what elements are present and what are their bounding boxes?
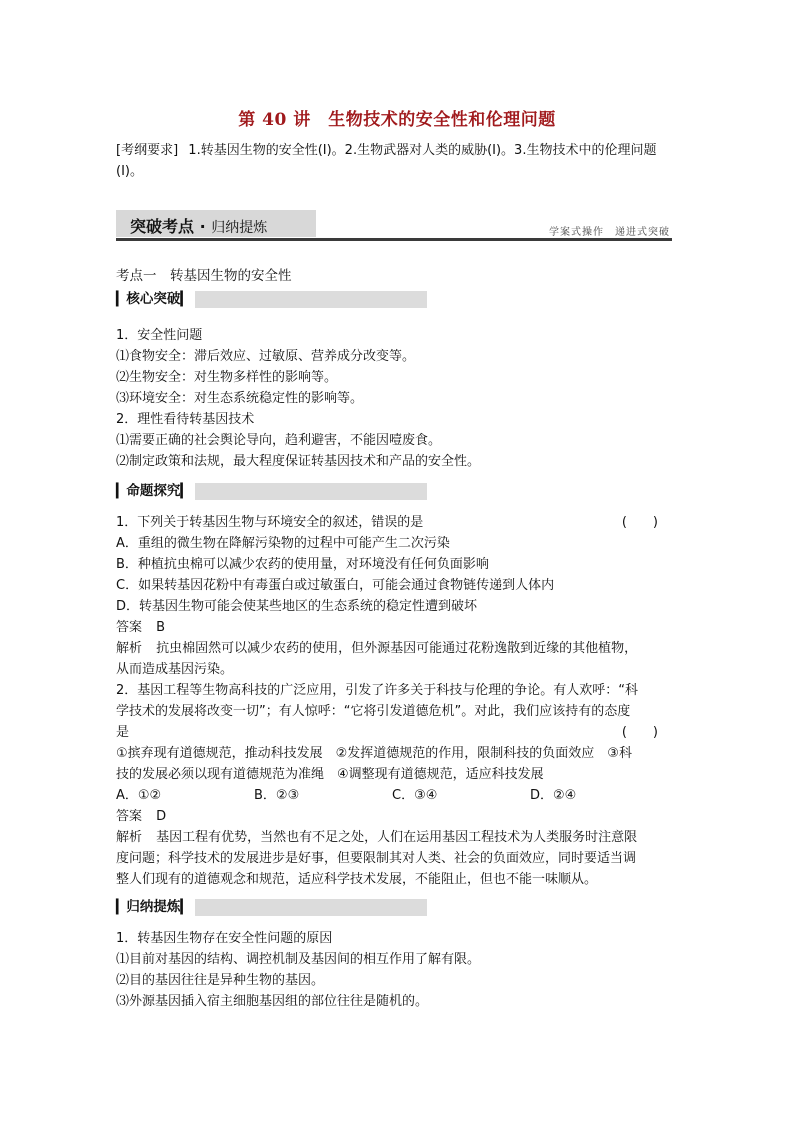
q1-stem <box>116 512 682 533</box>
banner-main-text: 突破考点 <box>130 217 195 236</box>
answer-label: 答案 <box>116 620 143 635</box>
q2-option: A．①② <box>116 788 162 803</box>
section-explore-header <box>116 483 427 500</box>
summary-line: 1．转基因生物存在安全性问题的原因 <box>116 931 333 946</box>
analysis-text: 抗虫棉固然可以减少农药的使用，但外源基因可能通过花粉逸散到近缘的其他植物， <box>156 641 638 656</box>
answer-value: B <box>156 620 166 635</box>
banner-dot: · <box>199 217 206 236</box>
core-line: 1．安全性问题 <box>116 328 203 343</box>
analysis-label: 解析 <box>116 830 143 845</box>
core-content <box>116 325 682 472</box>
banner-subtitle: 归纳提炼 <box>211 220 268 236</box>
banner-title <box>130 214 267 237</box>
requirements <box>116 140 682 182</box>
banner-tagline: 学案式操作 递进式突破 <box>549 227 670 238</box>
question-1 <box>116 512 682 680</box>
q2-answer-paren: ( ) <box>621 725 658 740</box>
answer-label: 答案 <box>116 809 143 824</box>
q2-stem-last <box>116 722 682 743</box>
q2-analysis-cont: 整人们现有的道德观念和规范，适应科学技术发展，不能阻止，但也不能一味顺从。 <box>116 872 598 887</box>
point-title: 考点一 转基因生物的安全性 <box>116 268 292 284</box>
answer-value: D <box>156 809 167 824</box>
q2-analysis <box>116 827 682 848</box>
summary-line: ⑴目前对基因的结构、调控机制及基因间的相互作用了解有限。 <box>116 952 481 967</box>
requirements-text: 1.转基因生物的安全性(Ⅰ)。2.生物武器对人类的威胁(Ⅰ)。3.生物技术中的伦理问题(Ⅰ)。 <box>116 143 657 179</box>
q2-items-line: 技的发展必须以现有道德规范为准绳 ④调整现有道德规范，适应科技发展 <box>116 767 544 782</box>
q2-options <box>116 785 682 806</box>
q1-stem-text: 1．下列关于转基因生物与环境安全的叙述，错误的是 <box>116 515 424 530</box>
summary-line: ⑶外源基因插入宿主细胞基因组的部位往往是随机的。 <box>116 994 429 1009</box>
q2-option: B．②③ <box>254 788 300 803</box>
question-2 <box>116 680 682 890</box>
banner-rule <box>116 238 672 241</box>
q1-answer-paren: ( ) <box>621 515 658 530</box>
summary-content <box>116 928 682 1012</box>
requirements-tag: [考纲要求] <box>116 143 179 158</box>
q1-analysis-cont: 从而造成基因污染。 <box>116 662 234 677</box>
q2-analysis-cont: 度问题；科学技术的发展进步是好事，但要限制其对人类、社会的负面效应，同时要适当调 <box>116 851 637 866</box>
section-label: ▎核心突破▎ <box>116 291 195 308</box>
q2-stem-text: 是 <box>116 725 130 740</box>
core-line: ⑴需要正确的社会舆论导向，趋利避害，不能因噎废食。 <box>116 433 442 448</box>
q2-answer <box>116 806 682 827</box>
q2-stem-line: 2．基因工程等生物高科技的广泛应用，引发了许多关于科技与伦理的争论。有人欢呼：“科 <box>116 683 639 698</box>
section-banner <box>116 205 672 241</box>
q2-option: D．②④ <box>530 788 577 803</box>
section-core-header <box>116 291 427 308</box>
q1-option: D．转基因生物可能会使某些地区的生态系统的稳定性遭到破坏 <box>116 599 478 614</box>
analysis-text: 基因工程有优势，当然也有不足之处，人们在运用基因工程技术为人类服务时注意限 <box>156 830 638 845</box>
q1-answer <box>116 617 682 638</box>
q1-analysis <box>116 638 682 659</box>
analysis-label: 解析 <box>116 641 143 656</box>
core-line: 2．理性看待转基因技术 <box>116 412 255 427</box>
q1-option: C．如果转基因花粉中有毒蛋白或过敏蛋白，可能会通过食物链传递到人体内 <box>116 578 555 593</box>
section-label: ▎归纳提炼▎ <box>116 899 195 916</box>
q1-option: B．种植抗虫棉可以减少农药的使用量，对环境没有任何负面影响 <box>116 557 489 572</box>
q2-items-line: ①摈弃现有道德规范，推动科技发展 ②发挥道德规范的作用，限制科技的负面效应 ③科 <box>116 746 632 761</box>
section-summary-header <box>116 899 427 916</box>
core-line: ⑵制定政策和法规，最大程度保证转基因技术和产品的安全性。 <box>116 454 481 469</box>
core-line: ⑵生物安全：对生物多样性的影响等。 <box>116 370 338 385</box>
core-line: ⑶环境安全：对生态系统稳定性的影响等。 <box>116 391 364 406</box>
q2-stem-line: 学技术的发展将改变一切”；有人惊呼：“它将引发道德危机”。对此，我们应该持有的态度 <box>116 704 631 719</box>
q1-option: A．重组的微生物在降解污染物的过程中可能产生二次污染 <box>116 536 450 551</box>
summary-line: ⑵目的基因往往是异种生物的基因。 <box>116 973 325 988</box>
core-line: ⑴食物安全：滞后效应、过敏原、营养成分改变等。 <box>116 349 416 364</box>
section-label: ▎命题探究▎ <box>116 483 195 500</box>
page-title: 第 40 讲 生物技术的安全性和伦理问题 <box>238 110 556 130</box>
q2-option: C．③④ <box>392 788 438 803</box>
